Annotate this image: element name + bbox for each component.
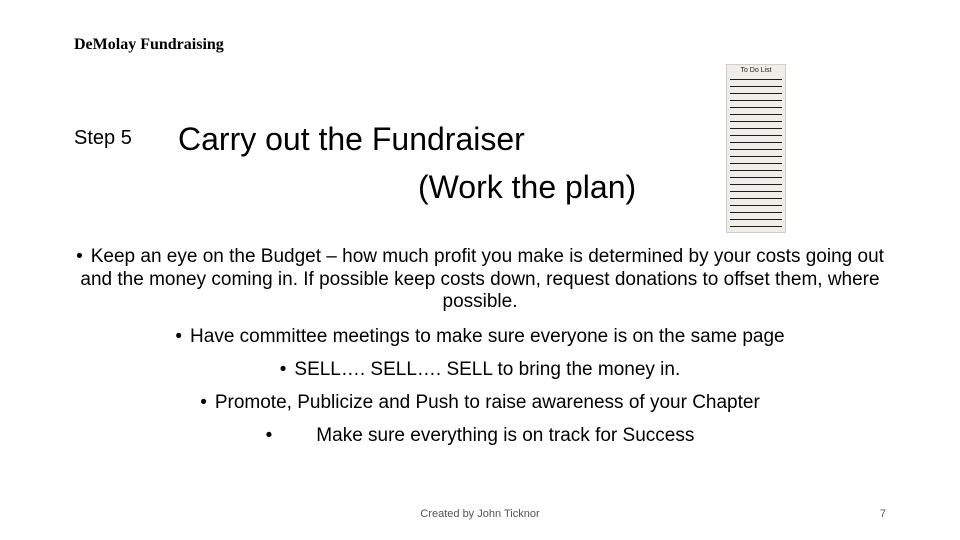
bullet-item-budget	[74, 246, 886, 314]
step-title-line1: Carry out the Fundraiser	[178, 121, 525, 157]
bullet-item-meetings	[74, 326, 886, 348]
todo-list-title: To Do List	[740, 67, 772, 74]
org-title: DeMolay Fundraising	[74, 36, 224, 53]
bullet-icon: •	[175, 325, 183, 347]
footer-credit: Created by John Ticknor	[420, 508, 540, 520]
bullet-icon: •	[76, 246, 83, 267]
step-title-line2: (Work the plan)	[418, 169, 637, 205]
page-number: 7	[879, 508, 886, 520]
step-label: Step 5	[74, 127, 132, 149]
bullet-item-sell	[74, 359, 886, 381]
bullet-text: Make sure everything is on track for Success	[316, 424, 695, 446]
todo-list-notepad-icon	[726, 64, 786, 233]
bullet-item-promote	[74, 392, 886, 414]
bullet-text: Have committee meetings to make sure everyone is on the same page	[190, 325, 785, 347]
step-title	[178, 115, 636, 211]
bullet-text: Keep an eye on the Budget – how much profit you make is determined by your costs going out and the money coming in. If possible keep costs down, request donations to offset them, where possible.	[80, 246, 884, 312]
bullet-item-success	[74, 425, 886, 447]
bullet-text: Promote, Publicize and Push to raise awareness of your Chapter	[214, 391, 760, 413]
todo-list-lines	[730, 79, 782, 227]
bullet-list	[74, 246, 886, 447]
bullet-text: SELL…. SELL…. SELL to bring the money in.	[294, 358, 681, 380]
bullet-icon: •	[200, 391, 207, 413]
bullet-icon: •	[265, 424, 273, 446]
bullet-icon: •	[279, 358, 287, 380]
